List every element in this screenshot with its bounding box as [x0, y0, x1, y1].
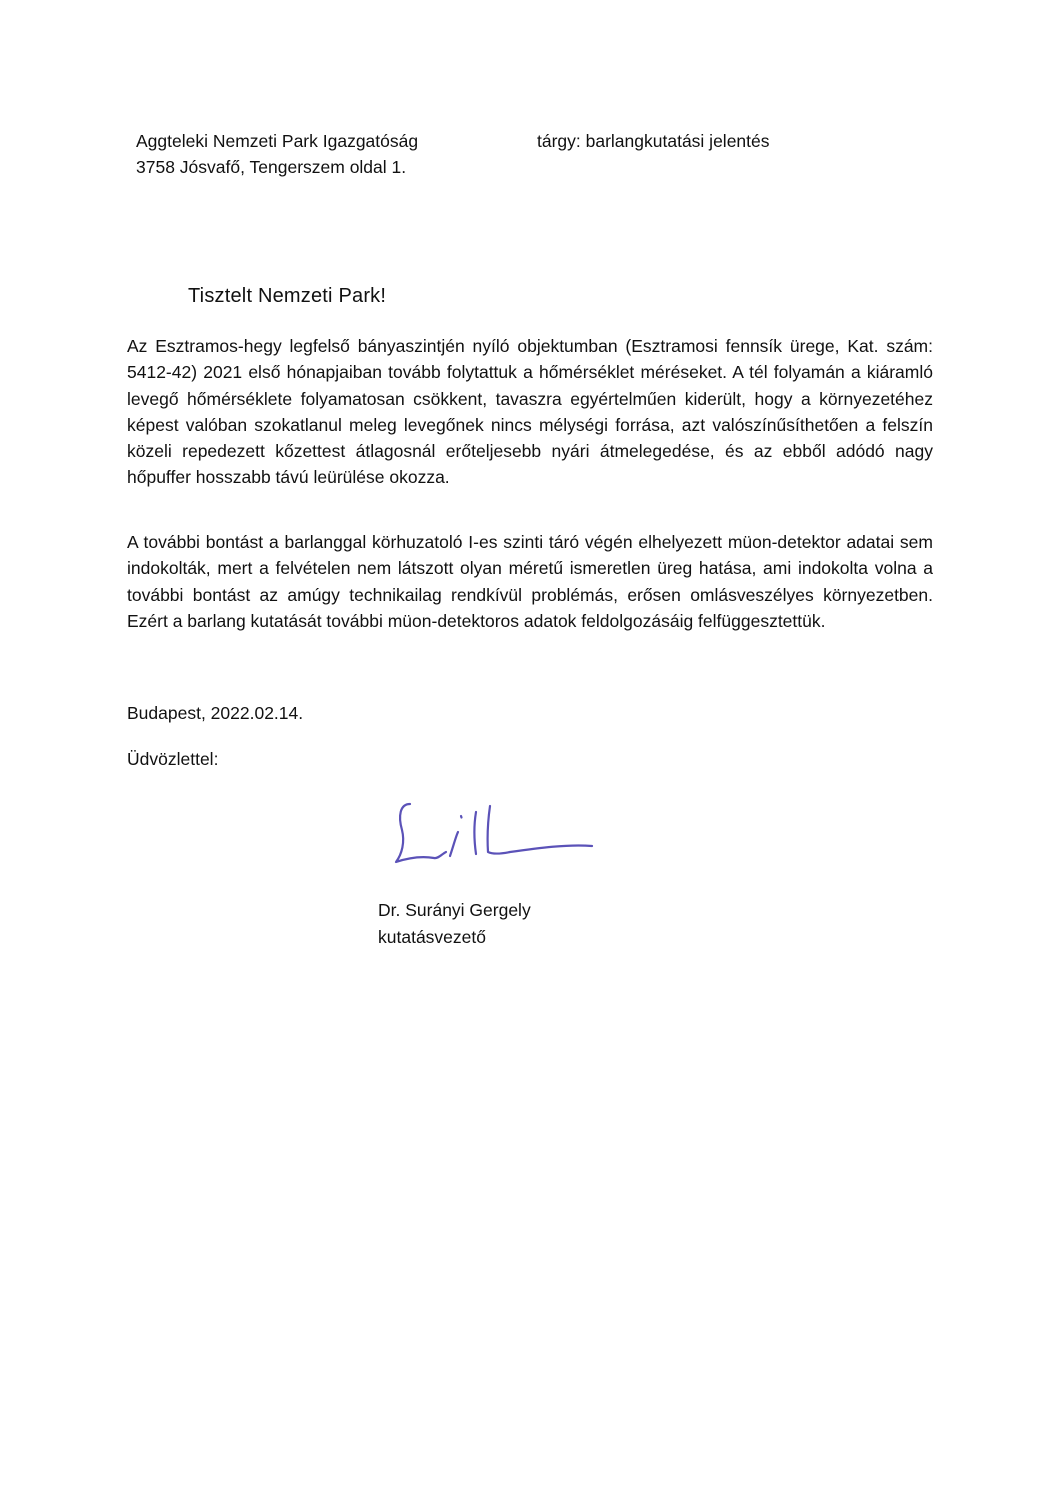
subject-line: tárgy: barlangkutatási jelentés: [537, 131, 770, 151]
body-paragraph-1: Az Esztramos-hegy legfelső bányaszintjén nyíló objektumban (Esztramosi fennsík ürege, Kat. szám: 5412-42) 2021 első hónapjaiban tovább folytattuk a hőmérséklet méréseket. A tél folyamán a kiáramló levegő hőmérséklete folyamatosan csökkent, tavaszra egyértelműen kiderült, hogy a környezetéhez képest valóban szokatlanul meleg levegőnek nincs mélységi forrása, azt valószínűsíthetően a felszín közeli repedezett kőzettest átlagosnál erőteljesebb nyári átmelegedése, és az ebből adódó nagy hőpuffer hosszabb távú leürülése okozza.: [127, 336, 933, 488]
recipient-address: [136, 128, 418, 180]
handwritten-signature: [388, 796, 598, 872]
recipient-name: Aggteleki Nemzeti Park Igazgatóság: [136, 131, 419, 151]
salutation: Tisztelt Nemzeti Park!: [188, 285, 387, 307]
recipient-street: 3758 Jósvafő, Tengerszem oldal 1.: [136, 157, 407, 177]
signer-block: [378, 897, 531, 951]
closing: Üdvözlettel:: [127, 749, 219, 769]
body-paragraph-2: A további bontást a barlanggal körhuzatoló I-es szinti táró végén elhelyezett müon-detektor adatai sem indokolták, mert a felvételen nem látszott olyan méretű ismeretlen üreg hatása, ami indokolta volna a további bontást az amúgy technikailag rendkívül problémás, erősen omlásveszélyes környezetben. Ezért a barlang kutatását további müon-detektoros adatok feldolgozásáig felfüggesztettük.: [127, 532, 933, 631]
signer-title: kutatásvezető: [378, 927, 486, 947]
signer-name: Dr. Surányi Gergely: [378, 900, 531, 920]
place-date: Budapest, 2022.02.14.: [127, 703, 304, 723]
